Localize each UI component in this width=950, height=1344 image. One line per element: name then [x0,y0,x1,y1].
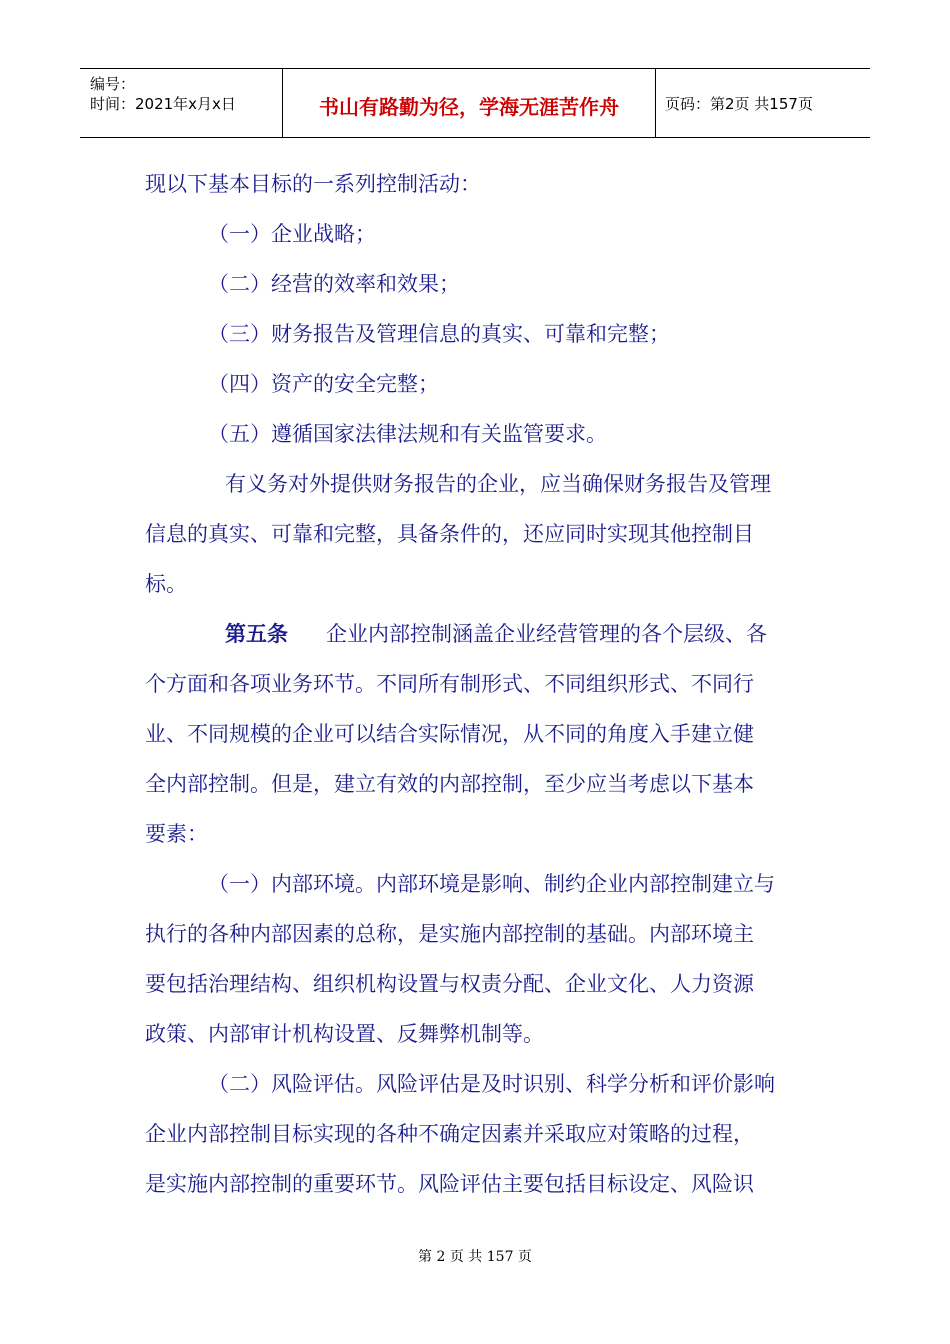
article-five-line [145,616,810,666]
document-body [145,166,810,1216]
goal-item: （一）企业战略； [208,222,376,246]
article-label: 第五条 [225,622,288,646]
body-line: 要包括治理结构、组织机构设置与权责分配、企业文化、人力资源 [145,972,754,996]
goal-item: （三）财务报告及管理信息的真实、可靠和完整； [208,322,670,346]
goal-item: （二）经营的效率和效果； [208,272,460,296]
body-line-text: 企业内部控制涵盖企业经营管理的各个层级、各 [326,622,767,646]
header-motto: 书山有路勤为径，学海无涯苦作舟 [319,95,619,119]
body-line: 企业内部控制目标实现的各种不确定因素并采取应对策略的过程， [145,1122,754,1146]
header-left-cell [80,69,282,137]
document-header [80,68,870,138]
body-line: 全内部控制。但是，建立有效的内部控制，至少应当考虑以下基本 [145,772,754,796]
date-line: 时间：2021年x月x日 [90,95,236,113]
body-line: 执行的各种内部因素的总称，是实施内部控制的基础。内部环境主 [145,922,754,946]
header-middle-cell [282,69,656,137]
serial-number-label: 编号： [90,75,136,93]
page-footer: 第 2 页 共 157 页 [418,1249,532,1265]
body-line: （一）内部环境。内部环境是影响、制约企业内部控制建立与 [208,872,775,896]
body-line: 是实施内部控制的重要环节。风险评估主要包括目标设定、风险识 [145,1172,754,1196]
header-right-cell [655,69,870,137]
header-page-info: 页码：第2页 共157页 [665,95,813,113]
body-line: 政策、内部审计机构设置、反舞弊机制等。 [145,1022,544,1046]
body-line: 个方面和各项业务环节。不同所有制形式、不同组织形式、不同行 [145,672,754,696]
body-line: 要素： [145,822,208,846]
body-line: （二）风险评估。风险评估是及时识别、科学分析和评价影响 [208,1072,775,1096]
goal-item: （五）遵循国家法律法规和有关监管要求。 [208,422,607,446]
body-line: 业、不同规模的企业可以结合实际情况，从不同的角度入手建立健 [145,722,754,746]
body-line: 有义务对外提供财务报告的企业，应当确保财务报告及管理 [225,472,771,496]
body-line: 现以下基本目标的一系列控制活动： [145,172,481,196]
body-line: 信息的真实、可靠和完整，具备条件的，还应同时实现其他控制目 [145,522,754,546]
body-line: 标。 [145,572,187,596]
goal-item: （四）资产的安全完整； [208,372,439,396]
